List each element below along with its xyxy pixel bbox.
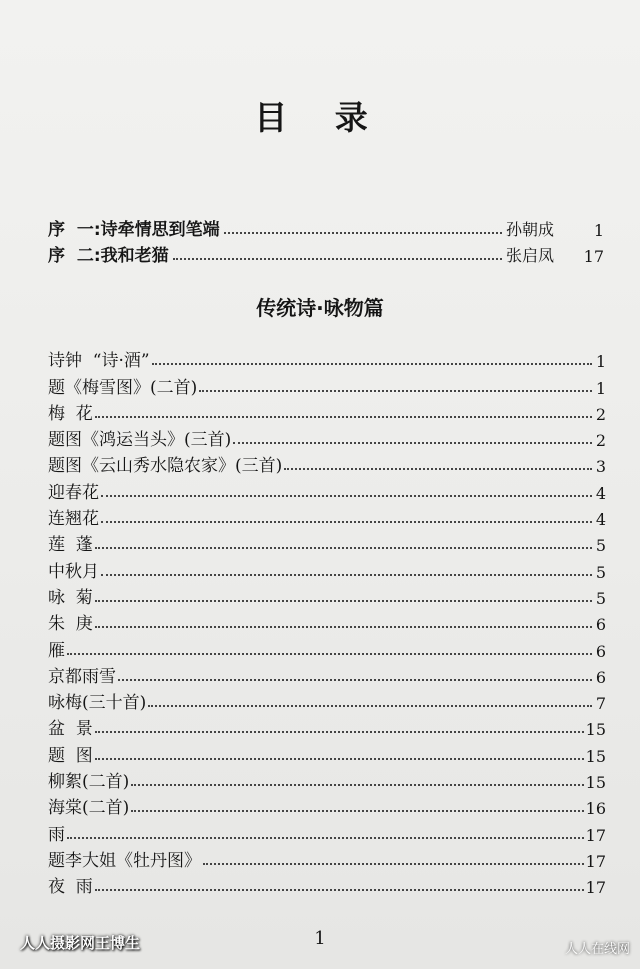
dot-leader [95, 731, 584, 733]
dot-leader [95, 416, 592, 418]
preface-label: 序 二:我和老猫 [48, 246, 169, 266]
toc-entry [48, 634, 606, 660]
entry-page: 1 [595, 352, 606, 372]
toc-entry [48, 476, 606, 502]
entry-title: 题图《鸿运当头》(三首) [48, 430, 232, 451]
dot-leader [233, 442, 592, 444]
entry-title: 盆 景 [48, 719, 93, 740]
toc-entry [48, 345, 606, 371]
preface-page: 1 [593, 221, 604, 240]
entry-title: 题李大姐《牡丹图》 [48, 850, 201, 871]
preface-label: 序 一:诗牵情思到笔端 [48, 220, 220, 240]
dot-leader [67, 837, 584, 839]
toc-entry [48, 661, 606, 687]
entry-page: 4 [595, 483, 606, 503]
preface-row [48, 214, 604, 240]
entry-page: 6 [595, 615, 606, 635]
page-title: 目 录 [254, 98, 386, 137]
toc-entry [48, 818, 606, 844]
toc-entry [48, 845, 606, 871]
dot-leader [173, 258, 502, 260]
dot-leader [95, 758, 584, 760]
toc-entry [48, 687, 606, 713]
entry-page: 5 [595, 562, 606, 582]
toc-entry [48, 608, 606, 634]
toc-entry [48, 450, 606, 476]
toc-entry [48, 871, 606, 897]
entry-page: 2 [595, 404, 606, 424]
preface-row [48, 240, 604, 266]
entry-page: 1 [595, 378, 606, 398]
entry-page: 17 [585, 878, 606, 898]
entry-page: 7 [595, 694, 606, 714]
dot-leader [224, 232, 502, 234]
preface-author: 孙朝成 [505, 220, 554, 239]
toc-entry [48, 739, 606, 765]
dot-leader [101, 574, 592, 576]
dot-leader [101, 521, 592, 523]
entry-title: 连翘花 [48, 509, 99, 530]
entry-title: 咏 菊 [48, 587, 93, 608]
entry-title: 雨 [48, 824, 65, 845]
entry-page: 4 [595, 510, 606, 530]
entry-title: 朱 庚 [48, 614, 93, 635]
watermark-left: 人人摄影网王博生 [20, 934, 141, 952]
section-title: 传统诗·咏物篇 [256, 296, 384, 320]
entry-page: 17 [585, 851, 606, 871]
toc-entry [48, 582, 606, 608]
entry-page: 6 [595, 641, 606, 661]
entry-page: 2 [595, 431, 606, 451]
watermark-right: 人人在线网 [564, 942, 630, 957]
entry-title: 中秋月 [48, 561, 99, 582]
entry-page: 15 [585, 720, 606, 740]
dot-leader [101, 495, 592, 497]
toc-entry [48, 713, 606, 739]
preface-author: 张启凤 [505, 246, 554, 265]
toc-entry [48, 792, 606, 818]
entry-page: 5 [595, 588, 606, 608]
page-number: 1 [314, 928, 326, 949]
dot-leader [118, 679, 592, 681]
entry-page: 15 [585, 773, 606, 793]
toc-entry [48, 371, 606, 397]
entry-title: 京都雨雪 [48, 666, 116, 687]
entry-page: 17 [585, 825, 606, 845]
entry-title: 莲 蓬 [48, 535, 93, 556]
entry-title: 题 图 [48, 745, 93, 766]
entry-title: 夜 雨 [48, 877, 93, 898]
toc-list [48, 345, 606, 897]
dot-leader [95, 626, 592, 628]
entry-title: 海棠(二首) [48, 798, 130, 819]
toc-entry [48, 398, 606, 424]
dot-leader [284, 468, 592, 470]
preface-page: 17 [583, 247, 604, 266]
entry-page: 5 [595, 536, 606, 556]
dot-leader [203, 863, 584, 865]
entry-page: 6 [595, 667, 606, 687]
dot-leader [152, 363, 592, 365]
dot-leader [95, 600, 592, 602]
dot-leader [131, 784, 583, 786]
dot-leader [67, 653, 592, 655]
toc-entry [48, 424, 606, 450]
toc-entry [48, 503, 606, 529]
entry-page: 3 [595, 457, 606, 477]
dot-leader [131, 810, 583, 812]
dot-leader [95, 889, 584, 891]
entry-page: 15 [585, 746, 606, 766]
toc-entry [48, 555, 606, 581]
dot-leader [148, 705, 592, 707]
toc-entry [48, 766, 606, 792]
entry-page: 16 [585, 799, 606, 819]
toc-entry [48, 529, 606, 555]
entry-title: 雁 [48, 640, 65, 661]
entry-title: 柳絮(二首) [48, 772, 130, 793]
entry-title: 梅 花 [48, 403, 93, 424]
entry-title: 题图《云山秀水隐农家》(三首) [48, 456, 283, 477]
dot-leader [95, 547, 592, 549]
dot-leader [199, 390, 592, 392]
entry-title: 咏梅(三十首) [48, 693, 147, 714]
entry-title: 题《梅雪图》(二首) [48, 377, 198, 398]
entry-title: 迎春花 [48, 482, 99, 503]
entry-title: 诗钟 “诗·酒” [48, 351, 150, 372]
